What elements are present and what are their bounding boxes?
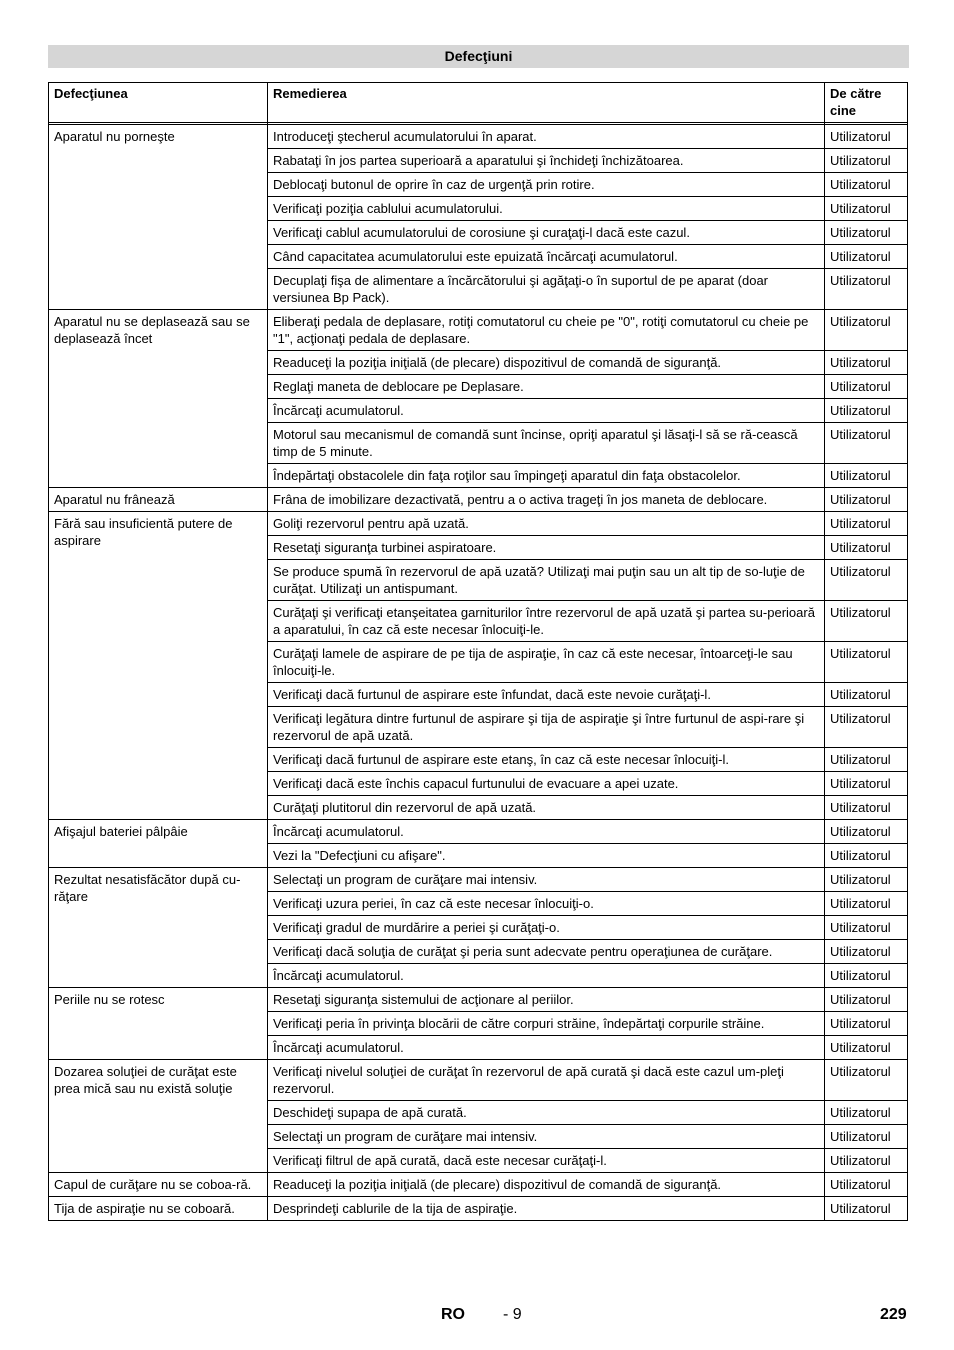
header-remedy: Remedierea (268, 83, 825, 123)
header-responsible: De către cine (825, 83, 908, 123)
table-row (49, 988, 908, 1012)
remedy-cell: Deblocaţi butonul de oprire în caz de urgenţă prin rotire. (268, 173, 825, 197)
remedy-cell: Încărcaţi acumulatorul. (268, 820, 825, 844)
remedy-cell: Decuplaţi fişa de alimentare a încărcătorului şi agăţaţi-o în suportul de pe aparat (doar versiunea Bp Pack). (268, 269, 825, 310)
responsible-cell: Utilizatorul (825, 423, 908, 464)
fault-cell: Dozarea soluţiei de curăţat este prea mică sau nu există soluţie (49, 1060, 268, 1173)
fault-cell: Aparatul nu frânează (49, 488, 268, 512)
remedy-cell: Verificaţi poziţia cablului acumulatorului. (268, 197, 825, 221)
fault-cell: Aparatul nu porneşte (49, 125, 268, 310)
remedy-cell: Verificaţi legătura dintre furtunul de aspirare şi tija de aspiraţie şi între furtunul de aspi-rare şi rezervorul de apă uzată. (268, 707, 825, 748)
footer-page-ref: - 9 (503, 1306, 522, 1323)
table-row (49, 125, 908, 149)
responsible-cell: Utilizatorul (825, 310, 908, 351)
responsible-cell: Utilizatorul (825, 1036, 908, 1060)
responsible-cell: Utilizatorul (825, 868, 908, 892)
remedy-cell: Vezi la "Defecţiuni cu afişare". (268, 844, 825, 868)
troubleshooting-table (48, 82, 908, 1221)
responsible-cell: Utilizatorul (825, 375, 908, 399)
responsible-cell: Utilizatorul (825, 1125, 908, 1149)
table-row (49, 310, 908, 351)
responsible-cell: Utilizatorul (825, 488, 908, 512)
responsible-cell: Utilizatorul (825, 351, 908, 375)
remedy-cell: Selectaţi un program de curăţare mai intensiv. (268, 1125, 825, 1149)
remedy-cell: Încărcaţi acumulatorul. (268, 1036, 825, 1060)
section-title: Defecţiuni (48, 45, 909, 68)
footer-page-number: 229 (880, 1306, 907, 1323)
remedy-cell: Resetaţi siguranţa turbinei aspiratoare. (268, 536, 825, 560)
remedy-cell: Introduceţi ştecherul acumulatorului în aparat. (268, 125, 825, 149)
remedy-cell: Motorul sau mecanismul de comandă sunt încinse, opriţi aparatul şi lăsaţi-l să se ră-cească timp de 5 minute. (268, 423, 825, 464)
responsible-cell: Utilizatorul (825, 245, 908, 269)
fault-cell: Tija de aspiraţie nu se coboară. (49, 1197, 268, 1221)
remedy-cell: Curăţaţi plutitorul din rezervorul de apă uzată. (268, 796, 825, 820)
remedy-cell: Curăţaţi şi verificaţi etanşeitatea garniturilor între rezervorul de apă uzată şi partea su-perioară a aparatului, în caz că este necesar înlocuiţi-le. (268, 601, 825, 642)
header-fault: Defecţiunea (49, 83, 268, 123)
table-header-row (49, 83, 908, 123)
remedy-cell: Verificaţi dacă furtunul de aspirare este etanş, în caz că este necesar înlocuiţi-l. (268, 748, 825, 772)
responsible-cell: Utilizatorul (825, 173, 908, 197)
responsible-cell: Utilizatorul (825, 964, 908, 988)
remedy-cell: Readuceţi la poziţia iniţială (de plecare) dispozitivul de comandă de siguranţă. (268, 351, 825, 375)
remedy-cell: Verificaţi uzura periei, în caz că este necesar înlocuiţi-o. (268, 892, 825, 916)
responsible-cell: Utilizatorul (825, 399, 908, 423)
remedy-cell: Îndepărtaţi obstacolele din faţa roţilor sau împingeţi aparatul din faţa obstacolelor. (268, 464, 825, 488)
responsible-cell: Utilizatorul (825, 1173, 908, 1197)
responsible-cell: Utilizatorul (825, 1101, 908, 1125)
remedy-cell: Verificaţi dacă soluţia de curăţat şi peria sunt adecvate pentru operaţiunea de curăţare. (268, 940, 825, 964)
responsible-cell: Utilizatorul (825, 940, 908, 964)
responsible-cell: Utilizatorul (825, 149, 908, 173)
responsible-cell: Utilizatorul (825, 1060, 908, 1101)
responsible-cell: Utilizatorul (825, 125, 908, 149)
remedy-cell: Goliţi rezervorul pentru apă uzată. (268, 512, 825, 536)
remedy-cell: Selectaţi un program de curăţare mai intensiv. (268, 868, 825, 892)
remedy-cell: Deschideţi supapa de apă curată. (268, 1101, 825, 1125)
remedy-cell: Verificaţi filtrul de apă curată, dacă este necesar curăţaţi-l. (268, 1149, 825, 1173)
fault-cell: Aparatul nu se deplasează sau se deplasează încet (49, 310, 268, 488)
fault-cell: Fără sau insuficientă putere de aspirare (49, 512, 268, 820)
responsible-cell: Utilizatorul (825, 1012, 908, 1036)
remedy-cell: Verificaţi dacă este închis capacul furtunului de evacuare a apei uzate. (268, 772, 825, 796)
remedy-cell: Eliberaţi pedala de deplasare, rotiţi comutatorul cu cheie pe "0", rotiţi comutatorul cu cheie pe "1", acţionaţi pedala de deplasare. (268, 310, 825, 351)
footer-language: RO (441, 1306, 465, 1323)
fault-cell: Capul de curăţare nu se coboa-ră. (49, 1173, 268, 1197)
responsible-cell: Utilizatorul (825, 536, 908, 560)
remedy-cell: Readuceţi la poziţia iniţială (de plecare) dispozitivul de comandă de siguranţă. (268, 1173, 825, 1197)
table-row (49, 512, 908, 536)
remedy-cell: Când capacitatea acumulatorului este epuizată încărcaţi acumulatorul. (268, 245, 825, 269)
responsible-cell: Utilizatorul (825, 221, 908, 245)
responsible-cell: Utilizatorul (825, 707, 908, 748)
remedy-cell: Se produce spumă în rezervorul de apă uzată? Utilizaţi mai puţin sau un alt tip de so-luţie de curăţat. Utilizaţi un antispumant. (268, 560, 825, 601)
table-row (49, 820, 908, 844)
responsible-cell: Utilizatorul (825, 820, 908, 844)
responsible-cell: Utilizatorul (825, 683, 908, 707)
responsible-cell: Utilizatorul (825, 197, 908, 221)
responsible-cell: Utilizatorul (825, 642, 908, 683)
remedy-cell: Resetaţi siguranţa sistemului de acţionare al periilor. (268, 988, 825, 1012)
responsible-cell: Utilizatorul (825, 601, 908, 642)
responsible-cell: Utilizatorul (825, 560, 908, 601)
table-row (49, 1173, 908, 1197)
remedy-cell: Rabataţi în jos partea superioară a aparatului şi închideţi închizătoarea. (268, 149, 825, 173)
fault-cell: Afişajul bateriei pâlpâie (49, 820, 268, 868)
responsible-cell: Utilizatorul (825, 269, 908, 310)
responsible-cell: Utilizatorul (825, 796, 908, 820)
responsible-cell: Utilizatorul (825, 988, 908, 1012)
responsible-cell: Utilizatorul (825, 1197, 908, 1221)
responsible-cell: Utilizatorul (825, 916, 908, 940)
table-row (49, 868, 908, 892)
remedy-cell: Încărcaţi acumulatorul. (268, 399, 825, 423)
remedy-cell: Verificaţi peria în privinţa blocării de către corpuri străine, îndepărtaţi corpurile străine. (268, 1012, 825, 1036)
responsible-cell: Utilizatorul (825, 892, 908, 916)
remedy-cell: Desprindeţi cablurile de la tija de aspiraţie. (268, 1197, 825, 1221)
fault-cell: Periile nu se rotesc (49, 988, 268, 1060)
responsible-cell: Utilizatorul (825, 748, 908, 772)
remedy-cell: Reglaţi maneta de deblocare pe Deplasare. (268, 375, 825, 399)
table-row (49, 488, 908, 512)
fault-cell: Rezultat nesatisfăcător după cu-răţare (49, 868, 268, 988)
responsible-cell: Utilizatorul (825, 1149, 908, 1173)
remedy-cell: Încărcaţi acumulatorul. (268, 964, 825, 988)
responsible-cell: Utilizatorul (825, 464, 908, 488)
responsible-cell: Utilizatorul (825, 844, 908, 868)
remedy-cell: Frâna de imobilizare dezactivată, pentru a o activa trageţi în jos maneta de deblocare. (268, 488, 825, 512)
remedy-cell: Verificaţi nivelul soluţiei de curăţat în rezervorul de apă curată şi dacă este cazul um-pleţi rezervorul. (268, 1060, 825, 1101)
responsible-cell: Utilizatorul (825, 512, 908, 536)
remedy-cell: Verificaţi cablul acumulatorului de corosiune şi curaţaţi-l dacă este cazul. (268, 221, 825, 245)
table-row (49, 1197, 908, 1221)
remedy-cell: Curăţaţi lamele de aspirare de pe tija de aspiraţie, în caz că este necesar, întoarceţi-le sau înlocuiţi-le. (268, 642, 825, 683)
remedy-cell: Verificaţi dacă furtunul de aspirare este înfundat, dacă este nevoie curăţaţi-l. (268, 683, 825, 707)
responsible-cell: Utilizatorul (825, 772, 908, 796)
remedy-cell: Verificaţi gradul de murdărire a periei şi curăţaţi-o. (268, 916, 825, 940)
table-row (49, 1060, 908, 1101)
